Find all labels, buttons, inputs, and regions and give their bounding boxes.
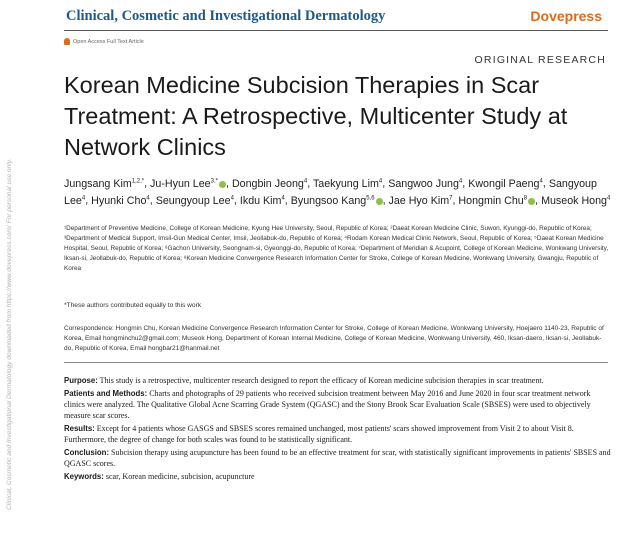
author-name: Seungyoup Lee	[155, 194, 231, 207]
author-affiliation-marker: 4	[81, 195, 86, 202]
abstract-keywords	[64, 472, 612, 483]
author	[388, 178, 462, 190]
author-affiliation-marker: 8	[523, 195, 528, 202]
author	[64, 178, 144, 190]
conclusion-text: Subcision therapy using acupuncture has been found to be an effective treatment for scar, with statistically significant improvements in patients' SBSES and QGASC scores.	[64, 448, 611, 468]
article-type: ORIGINAL RESEARCH	[474, 54, 606, 66]
author-name: Ju-Hyun Lee	[150, 177, 211, 190]
author-name: Hongmin Chu	[458, 194, 524, 207]
conclusion-label: Conclusion:	[64, 448, 110, 457]
author-name: Hyunki Cho	[91, 194, 147, 207]
author-affiliation-marker: 7	[449, 195, 453, 202]
download-watermark-text: Clinical, Cosmetic and Investigational Dermatology downloaded from https://www.dovepress.com/ For personal use only.	[6, 158, 13, 510]
author-affiliation-marker: 4	[281, 195, 285, 202]
publisher-logo: Dovepress	[530, 8, 602, 24]
author	[313, 178, 382, 190]
journal-name: Clinical, Cosmetic and Investigational Dermatology	[66, 8, 386, 24]
methods-text: Charts and photographs of 29 patients who received subcision treatment between May 2016 and June 2020 in four scar treatment network clinics were analyzed. The Qualitative Global Acne Scarring Grade System (QGASC) and the Stony Brook Scar Evaluation Scale (SBSES) were used to objectively measure scar scores.	[64, 389, 591, 420]
affiliations: ¹Department of Preventive Medicine, College of Korean Medicine, Kyung Hee University, Seoul, Republic of Korea; ²Daeat Korean Medicine Clinic, Suwon, Kyunggi-do, Republic of Korea; ³Department of Medical Support, Imsil-Gun Medical Center, Imsil, Jeollabuk-do, Republic of Korea; ⁴Rodam Korean Medical Clinic Network, Seoul, Republic of Korea; ⁵Daeat Korean Medicine Hospital, Seoul, Republic of Korea; ⁶Gachon University, Seongnam-si, Gyeonggi-do, Republic of Korea; ⁷Department of Meridian & Acupoint, College of Korean Medicine, Wonkwang University, Iksan-si, Jeollabuk-do, Republic of Korea; ⁸Korean Medicine Convergence Research Information Center for Stroke, College of Korean Medicine, Wonkwang University, Gwangju, Republic of Korea	[64, 225, 609, 272]
author-affiliation-marker: 5,6	[366, 195, 375, 202]
open-access-lock-icon	[64, 38, 70, 45]
author-name: Sangyoup Lee	[64, 177, 597, 207]
author-name: Sangwoo Jung	[388, 177, 459, 190]
results-text: Except for 4 patients whose GASGS and SBSES scores remained unchanged, most patients' scars showed improvement from Visit 2 to about Visit 8. Furthermore, the degree of change for both scales was found to be statistically significant.	[64, 424, 574, 444]
author-affiliation-marker: 1,2,*	[131, 178, 145, 184]
author	[156, 195, 234, 207]
open-access-badge	[64, 38, 144, 45]
author-name: Byungsoo Kang	[290, 194, 367, 207]
author-name: Kwongil Paeng	[468, 177, 540, 190]
author	[150, 178, 226, 190]
author	[389, 195, 453, 207]
author-name: Taekyung Lim	[312, 177, 379, 190]
author-affiliation-marker: 4	[378, 178, 383, 184]
author	[232, 178, 307, 190]
author-affiliation-marker: 4	[146, 195, 150, 202]
purpose-text: This study is a retrospective, multicenter research designed to report the efficacy of Korean medicine subcision therapies in scar treatment.	[99, 376, 544, 385]
author	[291, 195, 383, 207]
purpose-label: Purpose:	[64, 376, 98, 385]
article-title: Korean Medicine Subcision Therapies in Scar Treatment: A Retrospective, Multicenter Study at Network Clinics	[64, 72, 568, 160]
header-divider	[64, 30, 608, 31]
author-name: Jungsang Kim	[64, 177, 132, 190]
methods-label: Patients and Methods:	[64, 389, 148, 399]
results-label: Results:	[64, 424, 95, 433]
author	[468, 178, 543, 190]
orcid-icon[interactable]	[219, 181, 226, 188]
author	[91, 195, 150, 207]
orcid-icon[interactable]	[528, 198, 535, 205]
keywords-text: scar, Korean medicine, subcision, acupuncture	[105, 472, 255, 481]
author-name: Museok Hong	[541, 194, 608, 207]
author-affiliation-marker: 4	[303, 178, 308, 184]
correspondence: Correspondence: Hongmin Chu, Korean Medicine Convergence Research Information Center for Stroke, College of Korean Medicine, Wonkwang University, Hoejaero 1140-23, Republic of Korea, Email hongminchu2@gmail.com; Museok Hong, Department of Korean Internal Medicine, College of Korean Medicine, Wonkwang University, 460, Iksan-daero, Iksan-si, Jeollabuk-do, Republic of Korea, Email hongbar21@hanmail.net	[64, 325, 604, 352]
author-affiliation-marker: 4	[458, 178, 463, 184]
author	[458, 195, 535, 207]
author-affiliation-marker: 4	[539, 178, 543, 184]
abstract-conclusion	[64, 448, 612, 469]
download-watermark	[6, 150, 46, 510]
equal-contribution-note: *These authors contributed equally to this work	[64, 302, 202, 309]
author-affiliation-marker: 4	[230, 195, 234, 202]
keywords-label: Keywords:	[64, 472, 104, 481]
author-name: Jae Hyo Kim	[388, 194, 450, 207]
author	[240, 195, 285, 207]
open-access-label: Open Access Full Text Article	[73, 38, 144, 45]
author-list: Jungsang Kim$^{1,2,*}$, Ju-Hyun Lee$^{3,*}$ , Dongbin Jeong$^4$, Taekyung Lim$^4$, Sangwoo Jung$^4$, Kwongil Paeng$^4$, Sangyoup Lee$^4$, Hyunki Cho$^4$, Seungyoup Lee$^4$, Ikdu Kim$^4$, Byungsoo Kang$^{5,6}$ , Jae Hyo Kim$^7$, Hongmin Chu$^8$ , Museok Hong$^4$	[64, 177, 611, 207]
abstract	[64, 376, 612, 485]
author-name: Ikdu Kim	[239, 194, 282, 207]
orcid-icon[interactable]	[376, 198, 383, 205]
author	[541, 195, 610, 207]
abstract-divider	[64, 362, 608, 363]
author-affiliation-marker: 3,*	[210, 178, 218, 184]
author-affiliation-marker: 4	[607, 195, 611, 202]
abstract-methods	[64, 389, 612, 421]
abstract-results	[64, 424, 612, 445]
author-name: Dongbin Jeong	[231, 177, 304, 190]
abstract-purpose	[64, 376, 612, 387]
